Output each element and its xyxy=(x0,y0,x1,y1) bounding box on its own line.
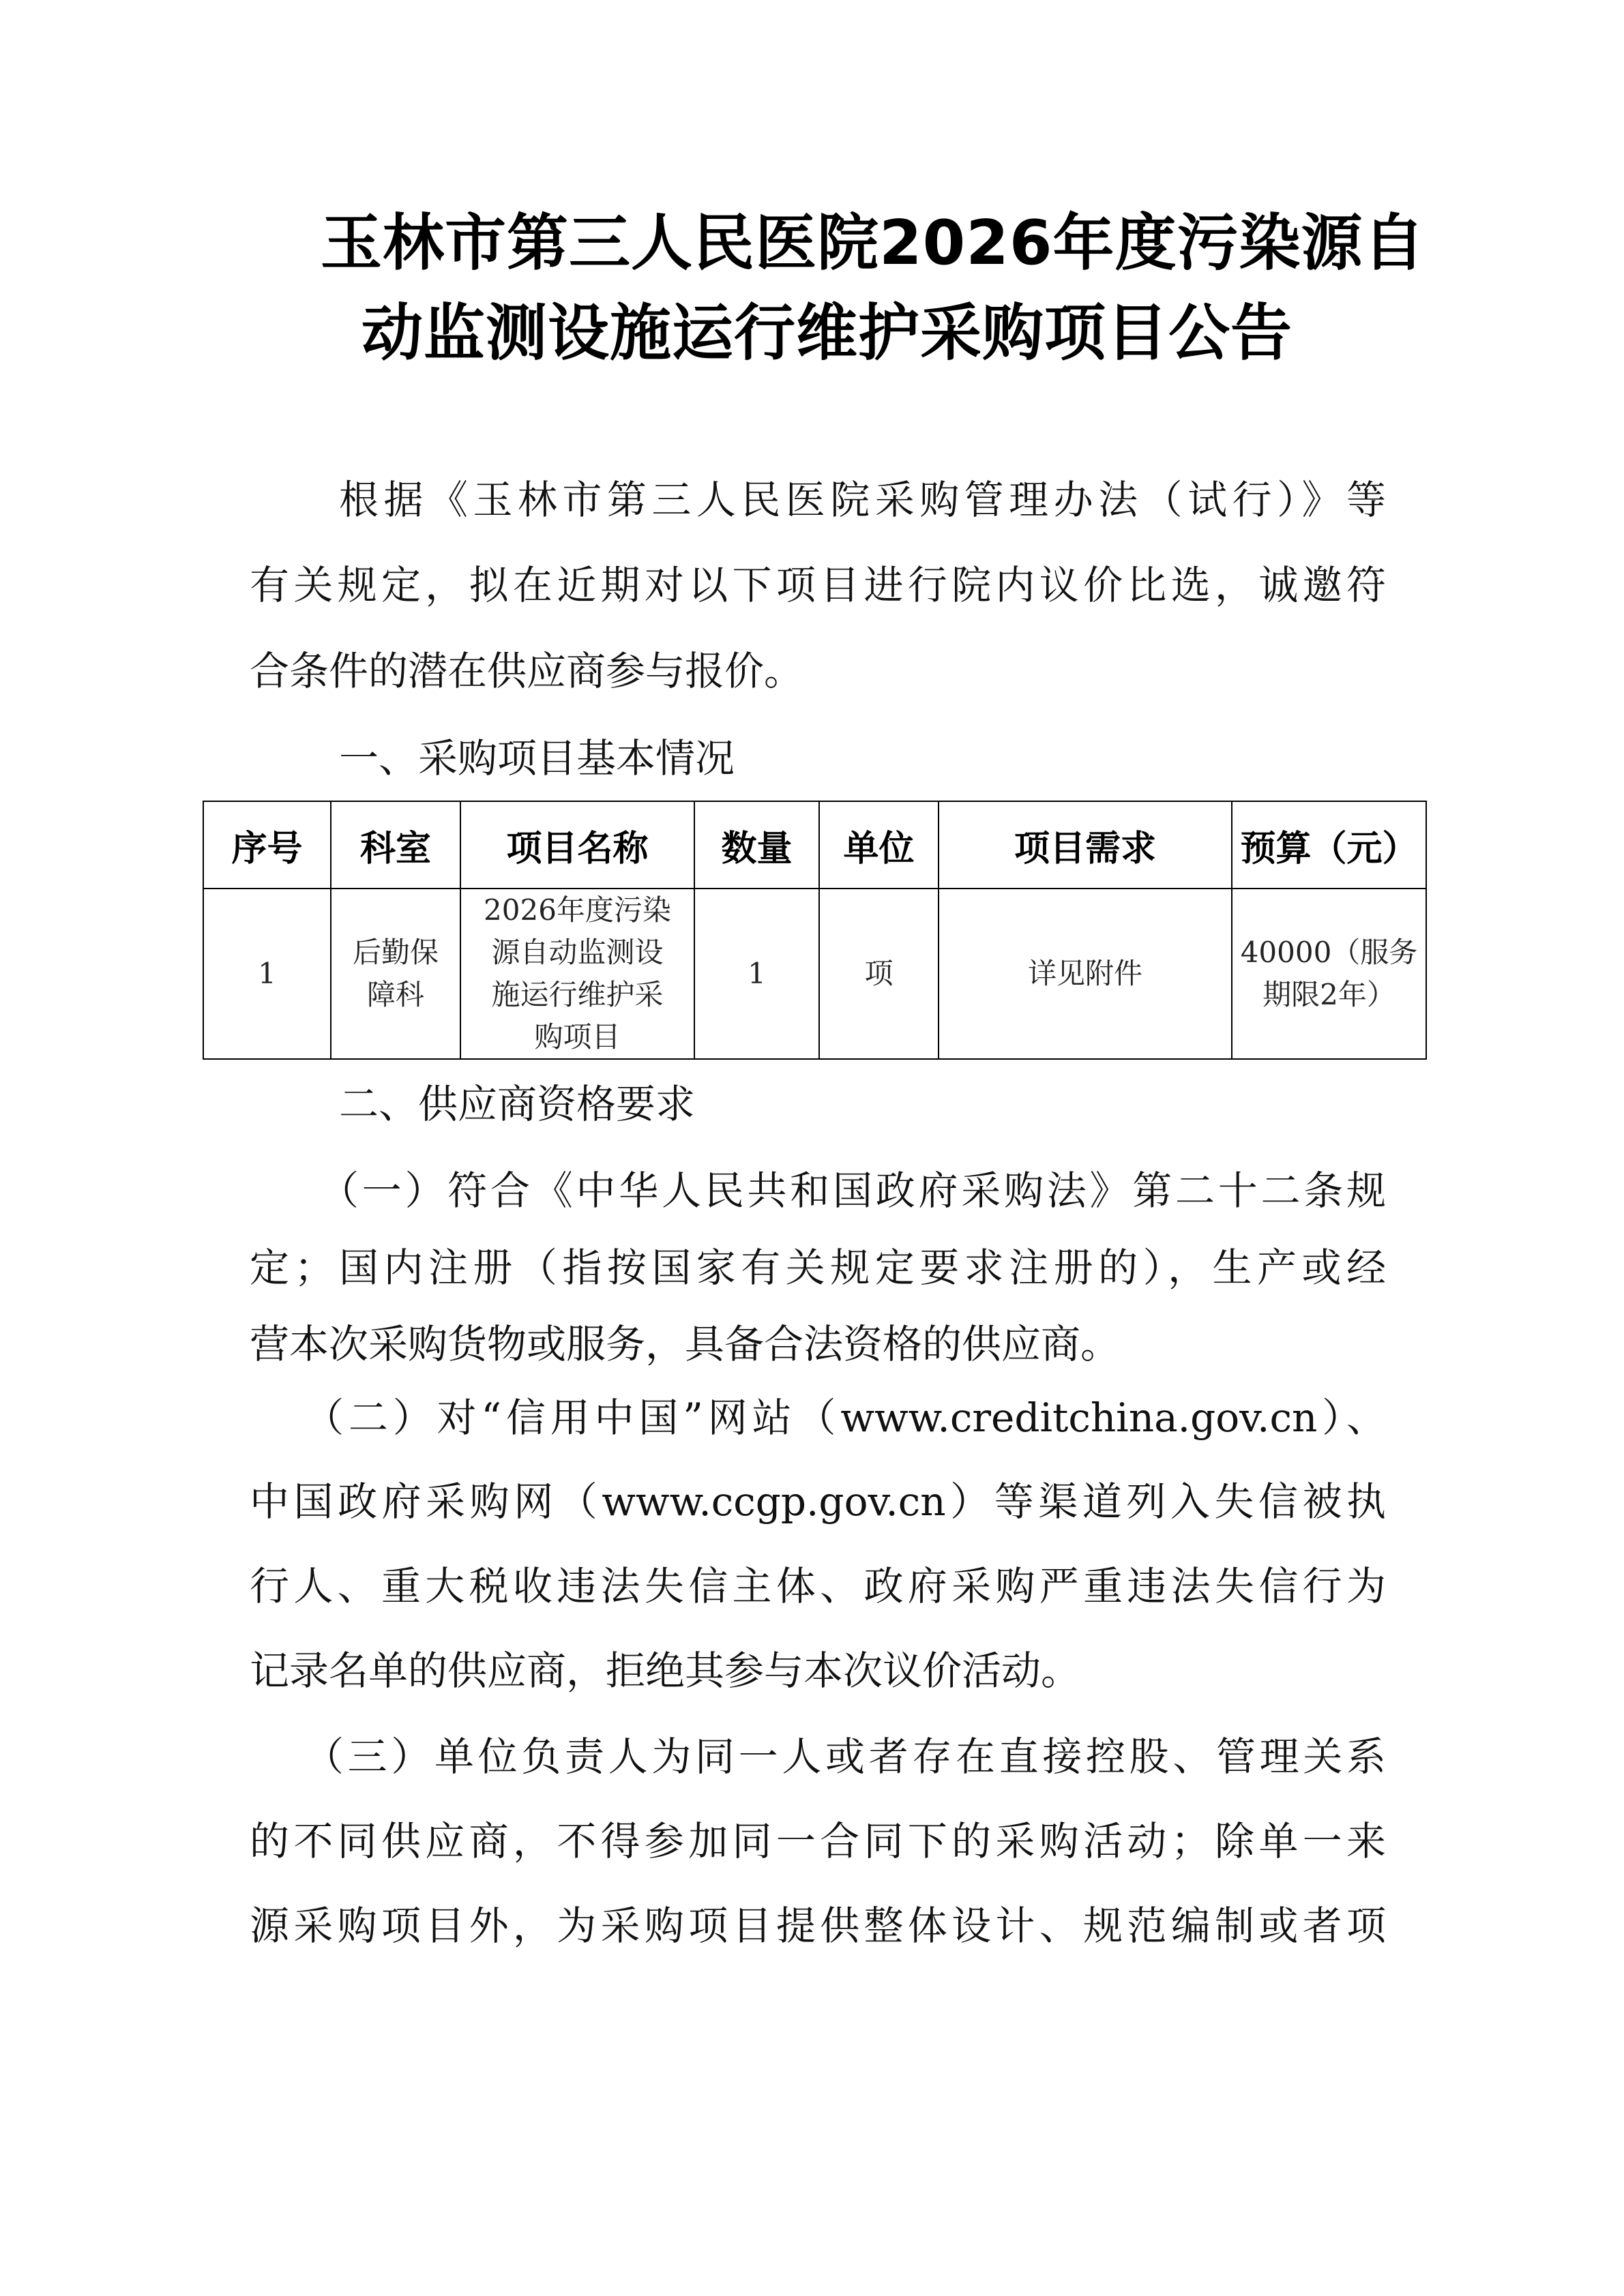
cell-line: 购项目 xyxy=(534,1020,621,1054)
requirement-1-line-3: 营本次采购货物或服务，具备合法资格的供应商。 xyxy=(250,1321,1121,1367)
intro-line-1: 根据《玉林市第三人民医院采购管理办法（试行）》等 xyxy=(339,477,1386,523)
section-heading-2: 二、供应商资格要求 xyxy=(339,1081,696,1127)
intro-line-2: 有关规定，拟在近期对以下项目进行院内议价比选，诚邀符 xyxy=(250,562,1386,608)
requirement-2-line-1: （二）对“信用中国”网站（www.creditchina.gov.cn）、 xyxy=(304,1395,1386,1441)
intro-line-3: 合条件的潜在供应商参与报价。 xyxy=(250,648,804,694)
cell-line: 40000（服务 xyxy=(1240,936,1418,969)
requirement-3-line-2: 的不同供应商，不得参加同一合同下的采购活动；除单一来 xyxy=(250,1818,1386,1864)
requirement-1-line-1: （一）符合《中华人民共和国政府采购法》第二十二条规 xyxy=(319,1167,1386,1214)
table-header-cell: 序号 xyxy=(203,801,331,889)
cell-unit: 项 xyxy=(819,889,939,1059)
table-header-row xyxy=(203,801,1426,889)
requirement-3-line-3: 源采购项目外，为采购项目提供整体设计、规范编制或者项 xyxy=(250,1903,1386,1949)
cell-line: 期限2年） xyxy=(1263,978,1396,1011)
table-header-cell: 预算（元） xyxy=(1232,801,1426,889)
requirement-2-line-3: 行人、重大税收违法失信主体、政府采购严重违法失信行为 xyxy=(250,1563,1386,1609)
cell-department xyxy=(331,889,460,1059)
requirement-2-line-4: 记录名单的供应商，拒绝其参与本次议价活动。 xyxy=(250,1648,1081,1694)
table-header-cell: 单位 xyxy=(819,801,939,889)
document-title-line-1: 玉林市第三人民医院2026年度污染源自 xyxy=(321,207,1426,279)
cell-requirement: 详见附件 xyxy=(939,889,1232,1059)
section-heading-1: 一、采购项目基本情况 xyxy=(339,735,735,781)
table-header-cell: 科室 xyxy=(331,801,460,889)
table-header-cell: 项目需求 xyxy=(939,801,1232,889)
table-header-cell: 数量 xyxy=(694,801,819,889)
cell-line: 源自动监测设 xyxy=(491,936,664,969)
document-title-line-2: 动监测设施运行维护采购项目公告 xyxy=(361,297,1293,369)
cell-number: 1 xyxy=(203,889,331,1059)
cell-line: 2026年度污染 xyxy=(484,893,671,927)
cell-quantity: 1 xyxy=(694,889,819,1059)
requirement-2-line-2: 中国政府采购网（www.ccgp.gov.cn）等渠道列入失信被执 xyxy=(250,1478,1386,1525)
cell-project-name xyxy=(460,889,694,1059)
cell-line: 后勤保 xyxy=(352,936,439,969)
cell-budget xyxy=(1232,889,1426,1059)
cell-line: 障科 xyxy=(366,978,424,1011)
procurement-table xyxy=(203,801,1427,1060)
requirement-1-line-2: 定；国内注册（指按国家有关规定要求注册的），生产或经 xyxy=(250,1244,1386,1291)
cell-line: 施运行维护采 xyxy=(491,978,664,1011)
requirement-3-line-1: （三）单位负责人为同一人或者存在直接控股、管理关系 xyxy=(304,1733,1386,1780)
table-header-cell: 项目名称 xyxy=(460,801,694,889)
table-row xyxy=(203,889,1426,1059)
